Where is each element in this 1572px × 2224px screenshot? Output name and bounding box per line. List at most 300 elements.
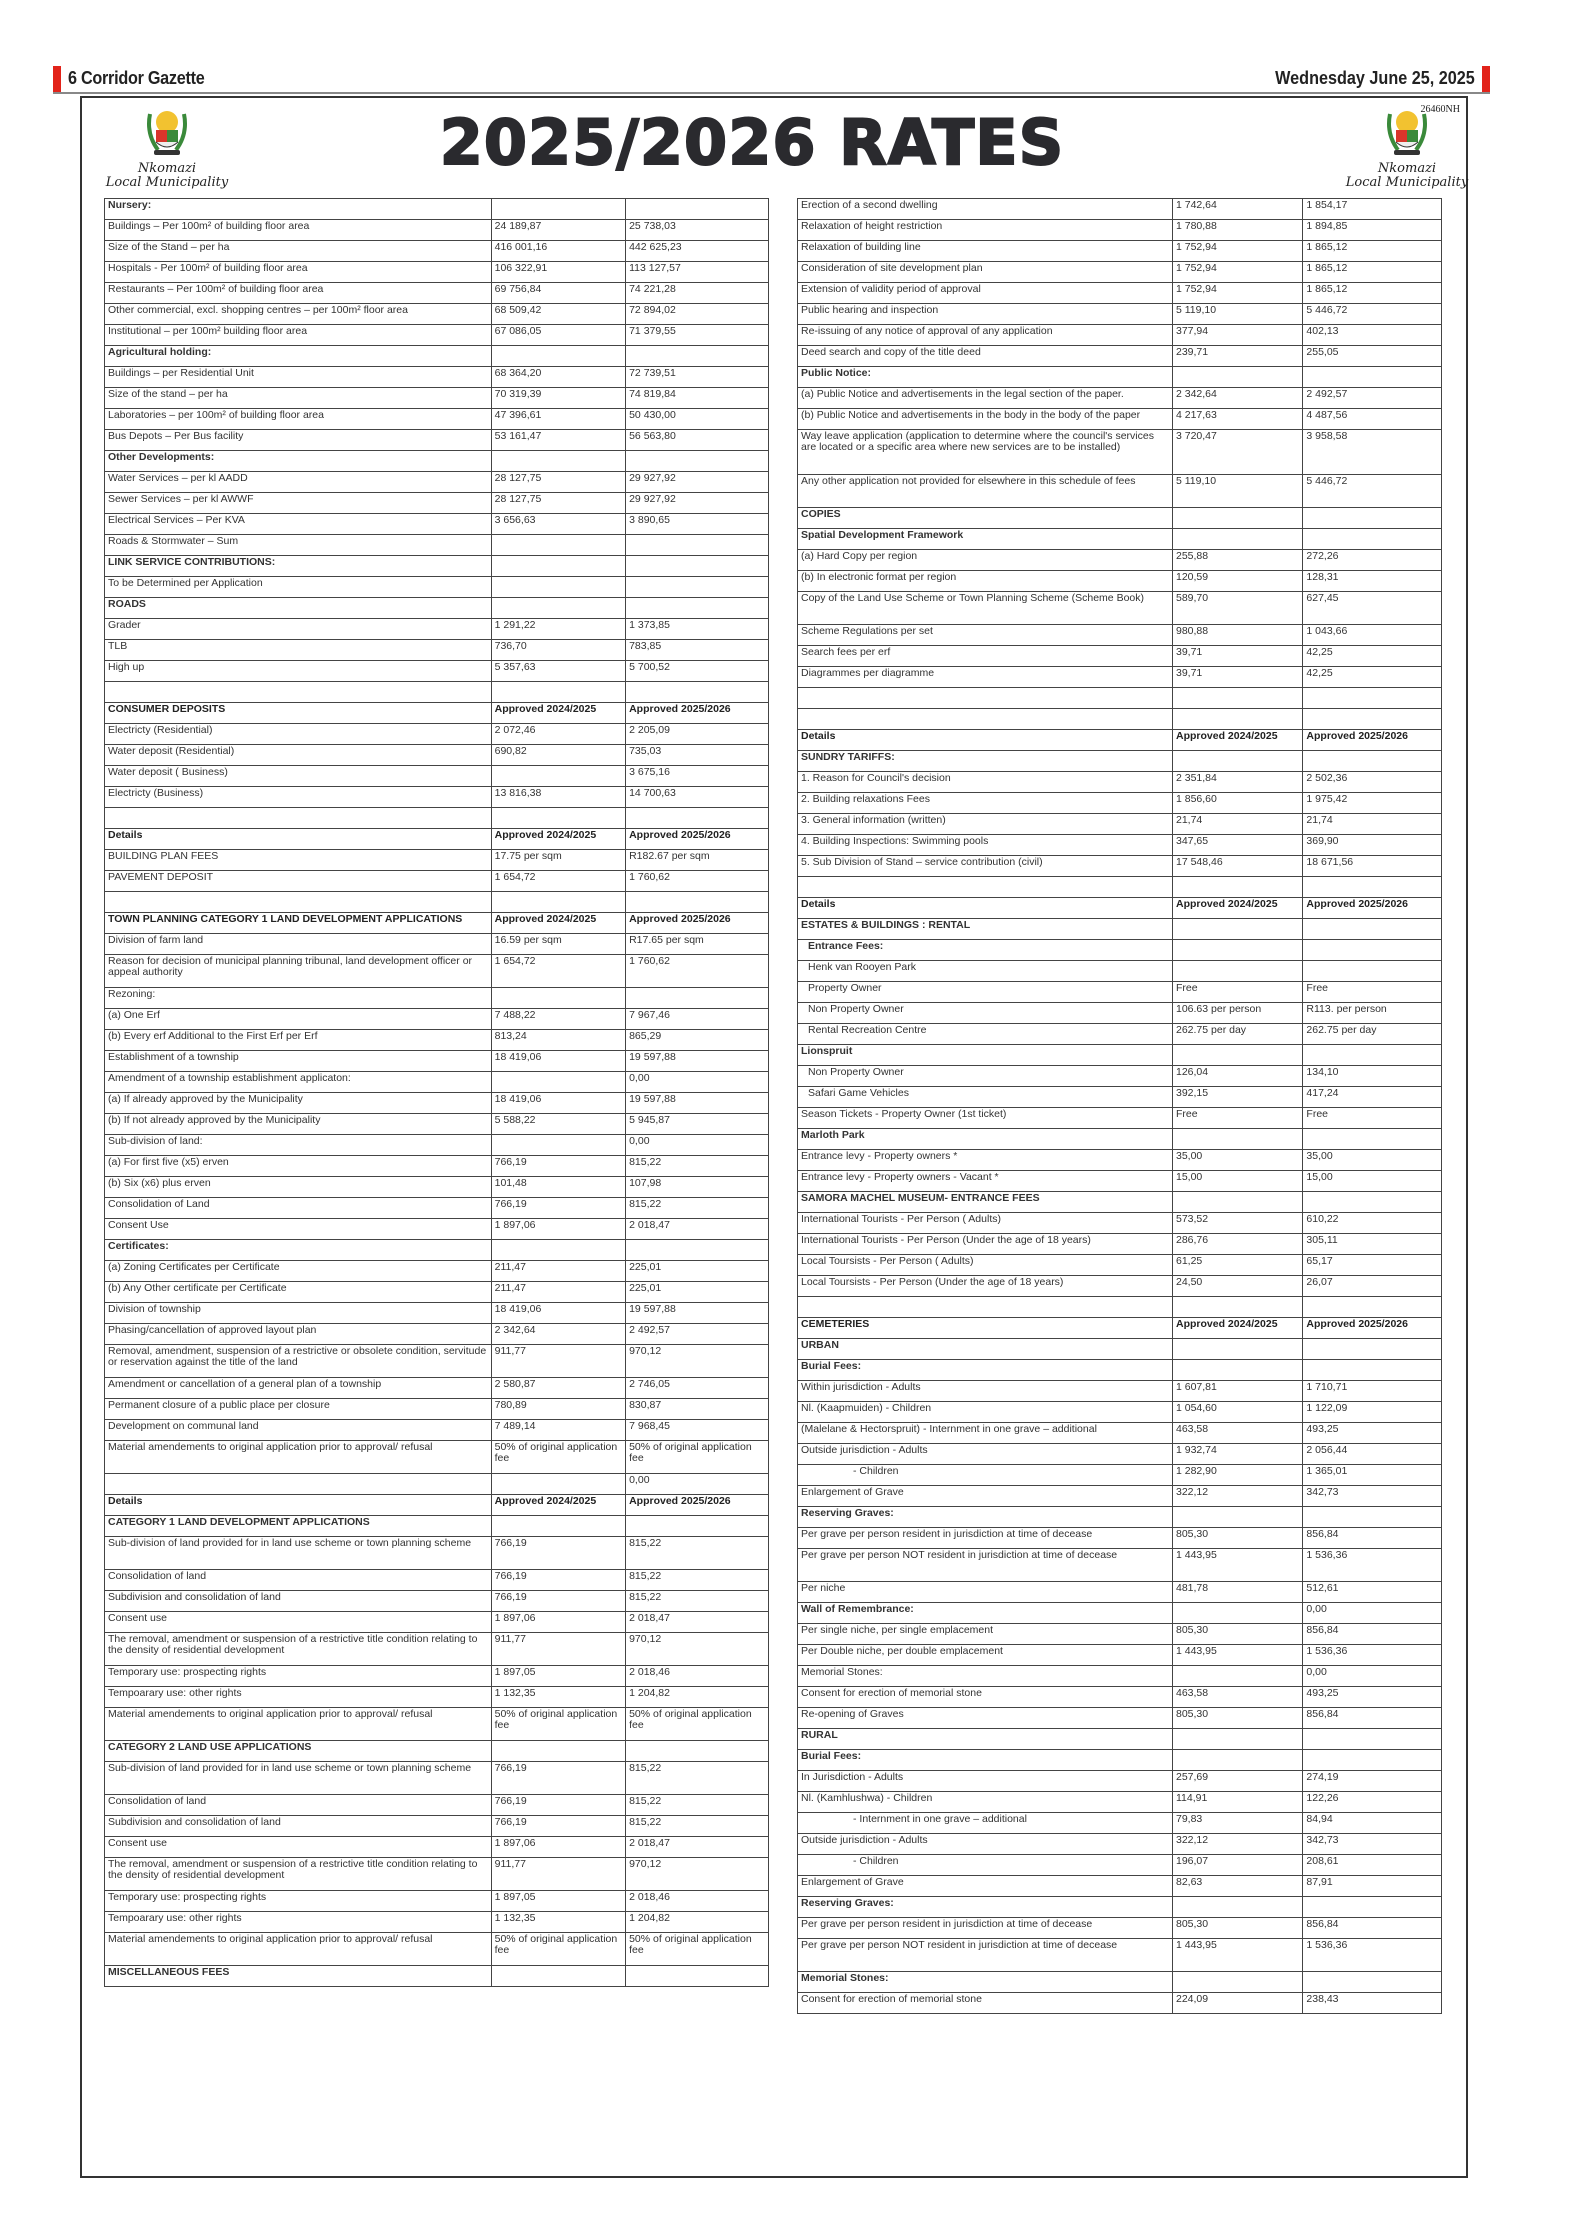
table-row <box>105 1441 769 1474</box>
rate-2025-2026: R17.65 per sqm <box>626 934 769 955</box>
rate-2025-2026: 369,90 <box>1303 835 1442 856</box>
row-label: CATEGORY 2 LAND USE APPLICATIONS <box>105 1741 492 1762</box>
table-row <box>105 640 769 661</box>
table-row <box>105 451 769 472</box>
table-row <box>105 1966 769 1987</box>
table-row <box>105 1156 769 1177</box>
rate-2025-2026: 262.75 per day <box>1303 1024 1442 1045</box>
table-row <box>798 283 1442 304</box>
table-row <box>105 1345 769 1378</box>
rate-2025-2026: 2 502,36 <box>1303 772 1442 793</box>
rate-2024-2025: 573,52 <box>1172 1213 1302 1234</box>
rate-2024-2025: 16.59 per sqm <box>491 934 625 955</box>
publication-page: 6 Corridor Gazette <box>68 68 205 88</box>
row-label: Amendment or cancellation of a general plan of a township <box>105 1378 492 1399</box>
rate-2024-2025 <box>1172 1603 1302 1624</box>
table-row <box>105 1816 769 1837</box>
rate-2024-2025: 120,59 <box>1172 571 1302 592</box>
rate-2025-2026: 19 597,88 <box>626 1093 769 1114</box>
rate-2024-2025: 980,88 <box>1172 625 1302 646</box>
rate-2024-2025: 481,78 <box>1172 1582 1302 1603</box>
table-row <box>798 388 1442 409</box>
table-row <box>798 1993 1442 2014</box>
table-row <box>798 1045 1442 1066</box>
table-row <box>798 1192 1442 1213</box>
rate-2025-2026: 50% of original application fee <box>626 1441 769 1474</box>
rate-2024-2025: 5 119,10 <box>1172 475 1302 508</box>
rate-2024-2025: 911,77 <box>491 1858 625 1891</box>
rate-2025-2026 <box>1303 1897 1442 1918</box>
rate-2025-2026: 627,45 <box>1303 592 1442 625</box>
rate-2024-2025 <box>491 577 625 598</box>
table-row <box>105 787 769 808</box>
table-row <box>105 535 769 556</box>
rate-2024-2025: 70 319,39 <box>491 388 625 409</box>
table-row <box>798 961 1442 982</box>
row-label: Reserving Graves: <box>798 1897 1173 1918</box>
row-label: Electricty (Business) <box>105 787 492 808</box>
rate-2025-2026: Approved 2025/2026 <box>626 1495 769 1516</box>
table-row <box>105 346 769 367</box>
row-label: Consideration of site development plan <box>798 262 1173 283</box>
table-row <box>798 1687 1442 1708</box>
rate-2025-2026: 970,12 <box>626 1345 769 1378</box>
row-label: Sub-division of land provided for in land use scheme or town planning scheme <box>105 1537 492 1570</box>
row-label: Consolidation of land <box>105 1795 492 1816</box>
rate-2024-2025: 1 607,81 <box>1172 1381 1302 1402</box>
rate-2025-2026: 856,84 <box>1303 1624 1442 1645</box>
table-row <box>105 388 769 409</box>
table-row <box>105 556 769 577</box>
row-label: BUILDING PLAN FEES <box>105 850 492 871</box>
row-label: Per grave per person NOT resident in jurisdiction at time of decease <box>798 1549 1173 1582</box>
row-label: Erection of a second dwelling <box>798 199 1173 220</box>
row-label <box>798 877 1173 898</box>
row-label: Any other application not provided for elsewhere in this schedule of fees <box>798 475 1173 508</box>
rate-2025-2026: 50 430,00 <box>626 409 769 430</box>
row-label: CEMETERIES <box>798 1318 1173 1339</box>
rates-table-right <box>797 198 1442 2014</box>
table-row <box>105 1219 769 1240</box>
rate-2024-2025: 18 419,06 <box>491 1051 625 1072</box>
table-row <box>798 1708 1442 1729</box>
row-label: Sewer Services – per kl AWWF <box>105 493 492 514</box>
table-row <box>105 577 769 598</box>
rate-2024-2025 <box>1172 1339 1302 1360</box>
rate-2025-2026 <box>626 1741 769 1762</box>
rate-2024-2025: Approved 2024/2025 <box>491 1495 625 1516</box>
row-label: Consent for erection of memorial stone <box>798 1993 1173 2014</box>
crest-icon <box>144 106 190 162</box>
row-label: SAMORA MACHEL MUSEUM- ENTRANCE FEES <box>798 1192 1173 1213</box>
rate-2025-2026: 74 221,28 <box>626 283 769 304</box>
table-row <box>798 1213 1442 1234</box>
rate-2024-2025: 39,71 <box>1172 646 1302 667</box>
row-label: Size of the Stand – per ha <box>105 241 492 262</box>
rate-2025-2026: Approved 2025/2026 <box>1303 898 1442 919</box>
rate-2024-2025: 463,58 <box>1172 1423 1302 1444</box>
table-row <box>798 592 1442 625</box>
rate-2024-2025 <box>1172 751 1302 772</box>
table-row <box>798 835 1442 856</box>
rate-2024-2025 <box>491 1516 625 1537</box>
rate-2025-2026 <box>626 346 769 367</box>
rate-2024-2025: 805,30 <box>1172 1918 1302 1939</box>
rate-2025-2026: Approved 2025/2026 <box>626 913 769 934</box>
row-label: Size of the stand – per ha <box>105 388 492 409</box>
rate-2025-2026 <box>626 199 769 220</box>
row-label: Entrance levy - Property owners - Vacant * <box>798 1171 1173 1192</box>
rate-2024-2025 <box>1172 1297 1302 1318</box>
rate-2025-2026: 65,17 <box>1303 1255 1442 1276</box>
rate-2025-2026: 35,00 <box>1303 1150 1442 1171</box>
row-label: Other Developments: <box>105 451 492 472</box>
rate-2024-2025: 18 419,06 <box>491 1093 625 1114</box>
rate-2024-2025: 47 396,61 <box>491 409 625 430</box>
row-label: High up <box>105 661 492 682</box>
rate-2024-2025: Approved 2024/2025 <box>1172 730 1302 751</box>
rate-2025-2026: 1 710,71 <box>1303 1381 1442 1402</box>
rate-2025-2026: 225,01 <box>626 1282 769 1303</box>
rate-2024-2025: 17.75 per sqm <box>491 850 625 871</box>
table-row <box>105 1198 769 1219</box>
rate-2024-2025: 15,00 <box>1172 1171 1302 1192</box>
row-label: Rezoning: <box>105 988 492 1009</box>
rate-2024-2025: Approved 2024/2025 <box>491 913 625 934</box>
rate-2025-2026: 14 700,63 <box>626 787 769 808</box>
rate-2025-2026 <box>1303 1972 1442 1993</box>
rate-2024-2025: Approved 2024/2025 <box>1172 898 1302 919</box>
rate-2025-2026: 238,43 <box>1303 1993 1442 2014</box>
table-row <box>798 1918 1442 1939</box>
rate-2024-2025: Approved 2024/2025 <box>491 703 625 724</box>
rate-2025-2026: 815,22 <box>626 1816 769 1837</box>
rate-2024-2025: 766,19 <box>491 1795 625 1816</box>
rate-2025-2026: 342,73 <box>1303 1486 1442 1507</box>
rate-2025-2026 <box>626 682 769 703</box>
table-row <box>798 1582 1442 1603</box>
ad-number: 26460NH <box>1420 104 1460 115</box>
rates-table-left <box>104 198 769 1987</box>
rate-2024-2025: 1 897,06 <box>491 1219 625 1240</box>
row-label: Temporary use: prospecting rights <box>105 1666 492 1687</box>
row-label: Amendment of a township establishment applicaton: <box>105 1072 492 1093</box>
table-row <box>105 283 769 304</box>
table-row <box>105 1687 769 1708</box>
rate-2024-2025: 1 282,90 <box>1172 1465 1302 1486</box>
table-row <box>105 1240 769 1261</box>
table-row <box>798 529 1442 550</box>
table-row <box>105 1837 769 1858</box>
rate-2024-2025: Approved 2024/2025 <box>491 829 625 850</box>
rate-2024-2025 <box>1172 1897 1302 1918</box>
row-label: Laboratories – per 100m² of building floor area <box>105 409 492 430</box>
table-row <box>798 262 1442 283</box>
row-label: Burial Fees: <box>798 1750 1173 1771</box>
table-row <box>105 472 769 493</box>
row-label: Rental Recreation Centre <box>798 1024 1173 1045</box>
table-row <box>798 1066 1442 1087</box>
rate-2025-2026: 107,98 <box>626 1177 769 1198</box>
row-label: 5. Sub Division of Stand – service contribution (civil) <box>798 856 1173 877</box>
rate-2024-2025: 805,30 <box>1172 1624 1302 1645</box>
rate-2025-2026: 815,22 <box>626 1795 769 1816</box>
rate-2025-2026: 42,25 <box>1303 667 1442 688</box>
rate-2024-2025 <box>1172 1750 1302 1771</box>
rate-2025-2026: 512,61 <box>1303 1582 1442 1603</box>
rate-2024-2025: 50% of original application fee <box>491 1708 625 1741</box>
row-label: Local Toursists - Per Person ( Adults) <box>798 1255 1173 1276</box>
table-row <box>798 667 1442 688</box>
rate-2025-2026: 1 894,85 <box>1303 220 1442 241</box>
rate-2024-2025 <box>1172 1666 1302 1687</box>
row-label: Per single niche, per single emplacement <box>798 1624 1173 1645</box>
rate-2025-2026 <box>1303 751 1442 772</box>
table-row <box>105 871 769 892</box>
table-row <box>798 856 1442 877</box>
rate-2024-2025: 1 897,06 <box>491 1837 625 1858</box>
rate-2025-2026: 274,19 <box>1303 1771 1442 1792</box>
rate-2024-2025: 463,58 <box>1172 1687 1302 1708</box>
row-label: - Children <box>798 1855 1173 1876</box>
table-row <box>105 1324 769 1345</box>
table-row <box>798 688 1442 709</box>
table-row <box>105 1399 769 1420</box>
table-row <box>798 1603 1442 1624</box>
row-label: Removal, amendment, suspension of a restrictive or obsolete condition, servitude or reservation against the title of the land <box>105 1345 492 1378</box>
rate-2024-2025: Approved 2024/2025 <box>1172 1318 1302 1339</box>
row-label: Consent Use <box>105 1219 492 1240</box>
row-label: (b) Every erf Additional to the First Erf per Erf <box>105 1030 492 1051</box>
rate-2025-2026: 134,10 <box>1303 1066 1442 1087</box>
rate-2024-2025 <box>1172 688 1302 709</box>
table-row <box>105 1030 769 1051</box>
rate-2024-2025: 68 364,20 <box>491 367 625 388</box>
rate-2024-2025: 1 897,05 <box>491 1891 625 1912</box>
rate-2025-2026: 1 365,01 <box>1303 1465 1442 1486</box>
table-row <box>105 724 769 745</box>
table-row <box>798 1423 1442 1444</box>
rate-2025-2026: 815,22 <box>626 1156 769 1177</box>
rate-2024-2025 <box>1172 877 1302 898</box>
rate-2025-2026: 72 739,51 <box>626 367 769 388</box>
table-row <box>798 1645 1442 1666</box>
table-row <box>105 703 769 724</box>
row-label: Reason for decision of municipal planning tribunal, land development officer or appeal authority <box>105 955 492 988</box>
table-row <box>105 1612 769 1633</box>
rate-2024-2025: 766,19 <box>491 1591 625 1612</box>
row-label: Property Owner <box>798 982 1173 1003</box>
rate-2024-2025: 347,65 <box>1172 835 1302 856</box>
table-row <box>798 1318 1442 1339</box>
rate-2024-2025: 2 580,87 <box>491 1378 625 1399</box>
row-label: 3. General information (written) <box>798 814 1173 835</box>
rate-2025-2026 <box>626 556 769 577</box>
rate-2024-2025: 736,70 <box>491 640 625 661</box>
rate-2025-2026: 2 018,47 <box>626 1219 769 1240</box>
rate-2025-2026: 2 492,57 <box>1303 388 1442 409</box>
row-label: Diagrammes per diagramme <box>798 667 1173 688</box>
rate-2024-2025: 1 443,95 <box>1172 1645 1302 1666</box>
row-label: Roads & Stormwater – Sum <box>105 535 492 556</box>
row-label: In Jurisdiction - Adults <box>798 1771 1173 1792</box>
rate-2024-2025: 67 086,05 <box>491 325 625 346</box>
rate-2024-2025: 79,83 <box>1172 1813 1302 1834</box>
rate-2024-2025: 1 752,94 <box>1172 241 1302 262</box>
rate-2025-2026 <box>626 1966 769 1987</box>
rate-2025-2026: Approved 2025/2026 <box>1303 1318 1442 1339</box>
row-label: (b) If not already approved by the Municipality <box>105 1114 492 1135</box>
row-label: Spatial Development Framework <box>798 529 1173 550</box>
rate-2025-2026: 1 865,12 <box>1303 262 1442 283</box>
row-label: Sub-division of land: <box>105 1135 492 1156</box>
rate-2024-2025 <box>491 535 625 556</box>
row-label: Hospitals - Per 100m² of building floor area <box>105 262 492 283</box>
rate-2025-2026: 342,73 <box>1303 1834 1442 1855</box>
rate-2024-2025: 17 548,46 <box>1172 856 1302 877</box>
row-label: Relaxation of height restriction <box>798 220 1173 241</box>
rate-2025-2026: 2 746,05 <box>626 1378 769 1399</box>
table-row <box>798 1897 1442 1918</box>
rate-2025-2026: 72 894,02 <box>626 304 769 325</box>
table-row <box>105 262 769 283</box>
rate-2024-2025 <box>1172 1972 1302 1993</box>
rate-2024-2025: 5 119,10 <box>1172 304 1302 325</box>
rate-2025-2026: 2 492,57 <box>626 1324 769 1345</box>
rate-2025-2026 <box>1303 1339 1442 1360</box>
table-row <box>105 1420 769 1441</box>
table-row <box>798 1939 1442 1972</box>
masthead-rule <box>53 92 1490 94</box>
rate-2024-2025: 766,19 <box>491 1537 625 1570</box>
table-row <box>105 430 769 451</box>
rate-2024-2025 <box>491 598 625 619</box>
row-label: Material amendements to original application prior to approval/ refusal <box>105 1933 492 1966</box>
table-row <box>798 1234 1442 1255</box>
row-label: Consent use <box>105 1837 492 1858</box>
municipality-logo-right <box>1332 104 1482 194</box>
rate-2024-2025: 18 419,06 <box>491 1303 625 1324</box>
table-row <box>798 199 1442 220</box>
table-row <box>798 367 1442 388</box>
rate-2025-2026: 610,22 <box>1303 1213 1442 1234</box>
rate-2024-2025: 7 489,14 <box>491 1420 625 1441</box>
rate-2025-2026: 783,85 <box>626 640 769 661</box>
row-label: (b) Public Notice and advertisements in the body in the body of the paper <box>798 409 1173 430</box>
table-row <box>105 913 769 934</box>
rate-2025-2026: 3 675,16 <box>626 766 769 787</box>
rate-2024-2025: 766,19 <box>491 1570 625 1591</box>
row-label: Within jurisdiction - Adults <box>798 1381 1173 1402</box>
rate-2024-2025: 196,07 <box>1172 1855 1302 1876</box>
table-row <box>105 808 769 829</box>
table-row <box>798 1297 1442 1318</box>
row-label: Nl. (Kaapmuiden) - Children <box>798 1402 1173 1423</box>
rate-2025-2026: 1 975,42 <box>1303 793 1442 814</box>
rate-2025-2026: R182.67 per sqm <box>626 850 769 871</box>
table-row <box>798 1339 1442 1360</box>
rate-2024-2025: 262.75 per day <box>1172 1024 1302 1045</box>
rate-2024-2025: 1 897,05 <box>491 1666 625 1687</box>
row-label: Entrance levy - Property owners * <box>798 1150 1173 1171</box>
row-label: (Malelane & Hectorspruit) - Internment in one grave – additional <box>798 1423 1173 1444</box>
table-row <box>105 934 769 955</box>
table-row <box>798 550 1442 571</box>
rate-2025-2026 <box>1303 877 1442 898</box>
row-label: (a) One Erf <box>105 1009 492 1030</box>
rate-2025-2026: 2 056,44 <box>1303 1444 1442 1465</box>
rate-2024-2025: 21,74 <box>1172 814 1302 835</box>
row-label: Consolidation of land <box>105 1570 492 1591</box>
rate-2025-2026 <box>1303 688 1442 709</box>
row-label: Consent use <box>105 1612 492 1633</box>
table-row <box>798 1750 1442 1771</box>
row-label: CONSUMER DEPOSITS <box>105 703 492 724</box>
row-label: Subdivision and consolidation of land <box>105 1591 492 1612</box>
table-row <box>105 1093 769 1114</box>
table-row <box>798 625 1442 646</box>
rate-2025-2026: Approved 2025/2026 <box>1303 730 1442 751</box>
rate-2024-2025: 53 161,47 <box>491 430 625 451</box>
rate-2024-2025: 2 072,46 <box>491 724 625 745</box>
table-row <box>798 1666 1442 1687</box>
logo-line2: Local Municipality <box>105 175 229 190</box>
rate-2024-2025: 24,50 <box>1172 1276 1302 1297</box>
row-label: Water Services – per kl AADD <box>105 472 492 493</box>
row-label: 1. Reason for Council's decision <box>798 772 1173 793</box>
table-row <box>105 220 769 241</box>
table-row <box>798 508 1442 529</box>
rate-2025-2026: 5 945,87 <box>626 1114 769 1135</box>
table-row <box>105 1303 769 1324</box>
row-label: Burial Fees: <box>798 1360 1173 1381</box>
rate-2025-2026: 122,26 <box>1303 1792 1442 1813</box>
rate-2024-2025 <box>491 892 625 913</box>
rate-2025-2026 <box>1303 1750 1442 1771</box>
row-label: Phasing/cancellation of approved layout plan <box>105 1324 492 1345</box>
rate-2024-2025 <box>491 556 625 577</box>
rate-2024-2025: 1 897,06 <box>491 1612 625 1633</box>
rate-2024-2025: 1 742,64 <box>1172 199 1302 220</box>
rate-2025-2026: 5 446,72 <box>1303 304 1442 325</box>
table-row <box>798 1486 1442 1507</box>
row-label: Entrance Fees: <box>798 940 1173 961</box>
row-label: Details <box>105 1495 492 1516</box>
table-row <box>798 241 1442 262</box>
row-label: Deed search and copy of the title deed <box>798 346 1173 367</box>
rate-2025-2026 <box>1303 940 1442 961</box>
row-label: Division of township <box>105 1303 492 1324</box>
rate-2025-2026: 1 865,12 <box>1303 241 1442 262</box>
rate-2025-2026 <box>1303 1360 1442 1381</box>
rate-2025-2026: 0,00 <box>626 1474 769 1495</box>
row-label <box>798 709 1173 730</box>
rate-2024-2025 <box>1172 709 1302 730</box>
row-label: Local Toursists - Per Person (Under the age of 18 years) <box>798 1276 1173 1297</box>
row-label: Enlargement of Grave <box>798 1486 1173 1507</box>
table-row <box>105 745 769 766</box>
rate-2025-2026: 3 958,58 <box>1303 430 1442 475</box>
row-label: Marloth Park <box>798 1129 1173 1150</box>
rate-2024-2025: 101,48 <box>491 1177 625 1198</box>
row-label: Other commercial, excl. shopping centres – per 100m² floor area <box>105 304 492 325</box>
table-row <box>798 646 1442 667</box>
row-label: Sub-division of land provided for in land use scheme or town planning scheme <box>105 1762 492 1795</box>
rate-2024-2025: 114,91 <box>1172 1792 1302 1813</box>
rate-2024-2025 <box>1172 961 1302 982</box>
row-label: Tempoarary use: other rights <box>105 1912 492 1933</box>
table-row <box>105 661 769 682</box>
